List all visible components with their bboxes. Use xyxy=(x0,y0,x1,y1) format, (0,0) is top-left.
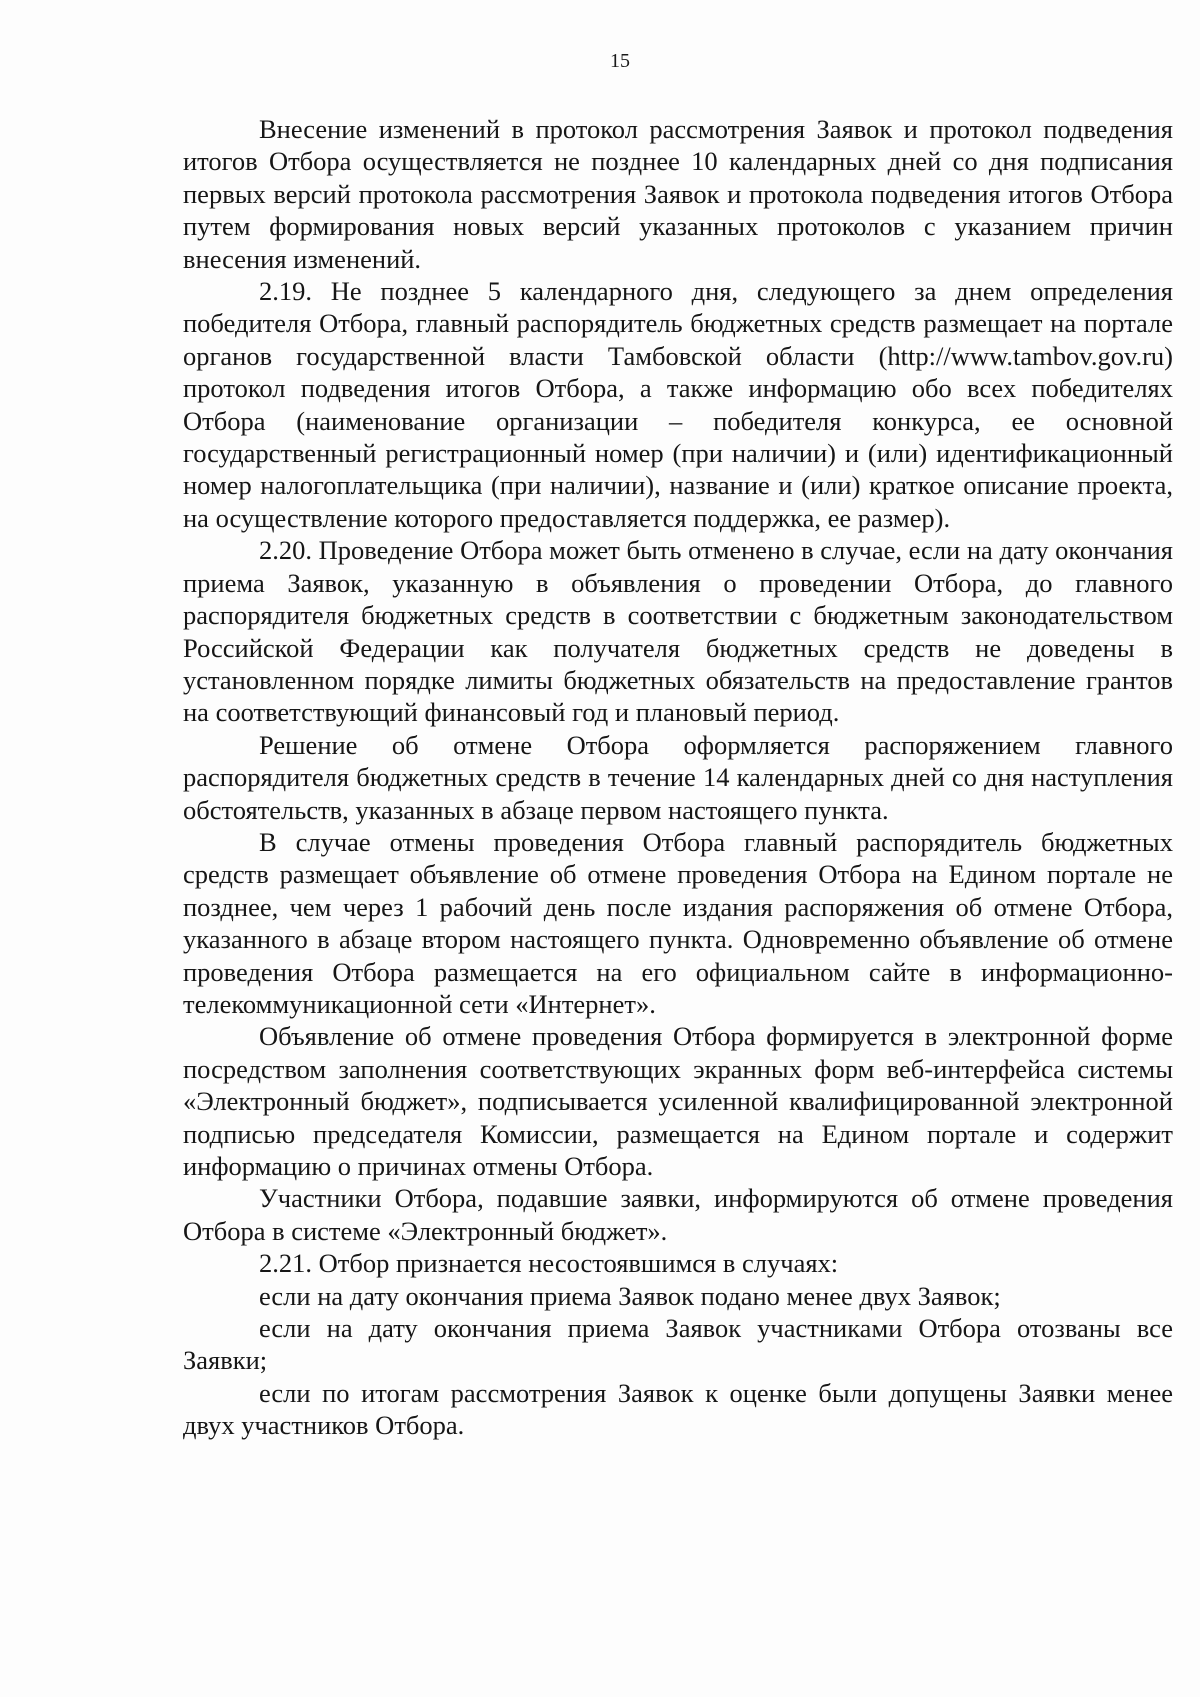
list-item-fewer-than-two: если на дату окончания приема Заявок подано менее двух Заявок; xyxy=(259,1280,1001,1311)
paragraph-amendments: Внесение изменений в протокол рассмотрения Заявок и протокол подведения итогов Отбора осуществляется не позднее 10 календарных дней со дня подписания первых версий протокола рассмотрения Заявок и протокола подведения итогов Отбора путем формирования новых версий указанных протоколов с указанием причин внесения изменений. xyxy=(183,114,1173,274)
list-item-fewer-admitted: если по итогам рассмотрения Заявок к оценке были допущены Заявки менее двух участников Отбора. xyxy=(183,1377,1173,1441)
list-item-all-withdrawn: если на дату окончания приема Заявок участниками Отбора отозваны все Заявки; xyxy=(183,1313,1173,1376)
page-number: 15 xyxy=(610,50,630,72)
paragraph-2-21: 2.21. Отбор признается несостоявшимся в случаях: xyxy=(259,1248,839,1279)
paragraph-2-19: 2.19. Не позднее 5 календарного дня, следующего за днем определения победителя Отбора, главный распорядитель бюджетных средств размещает на портале органов государственной власти Тамбовской области (http://www.tambov.gov.ru) протокол подведения итогов Отбора, а также информацию обо всех победителях Отбора (наименование организации – победителя конкурса, ее основной государственный регистрационный номер (при наличии) и (или) идентификационный номер налогоплательщика (при наличии), название и (или) краткое описание проекта, на осуществление которого предоставляется поддержка, ее размер). xyxy=(183,276,1173,533)
document-body xyxy=(183,113,1173,1442)
paragraph-cancellation-announcement: В случае отмены проведения Отбора главный распорядитель бюджетных средств размещает объявление об отмене проведения Отбора на Едином портале не позднее, чем через 1 рабочий день после издания распоряжения об отмене Отбора, указанного в абзаце втором настоящего пункта. Одновременно объявление об отмене проведения Отбора размещается на его официальном сайте в информационно-телекоммуникационной сети «Интернет». xyxy=(183,826,1173,1019)
paragraph-participants-notified: Участники Отбора, подавшие заявки, информируются об отмене проведения Отбора в системе «Электронный бюджет». xyxy=(183,1183,1173,1246)
paragraph-electronic-form: Объявление об отмене проведения Отбора формируется в электронной форме посредством заполнения соответствующих экранных форм веб-интерфейса системы «Электронный бюджет», подписывается усиленной квалифицированной электронной подписью председателя Комиссии, размещается на Едином портале и содержит информацию о причинах отмены Отбора. xyxy=(183,1021,1173,1181)
paragraph-cancellation-decision: Решение об отмене Отбора оформляется распоряжением главного распорядителя бюджетных средств в течение 14 календарных дней со дня наступления обстоятельств, указанных в абзаце первом настоящего пункта. xyxy=(183,729,1173,825)
paragraph-2-20: 2.20. Проведение Отбора может быть отменено в случае, если на дату окончания приема Заявок, указанную в объявления о проведении Отбора, до главного распорядителя бюджетных средств в соответствии с бюджетным законодательством Российской Федерации как получателя бюджетных средств не доведены в установленном порядке лимиты бюджетных обязательств на предоставление грантов на соответствующий финансовый год и плановый период. xyxy=(183,535,1173,728)
